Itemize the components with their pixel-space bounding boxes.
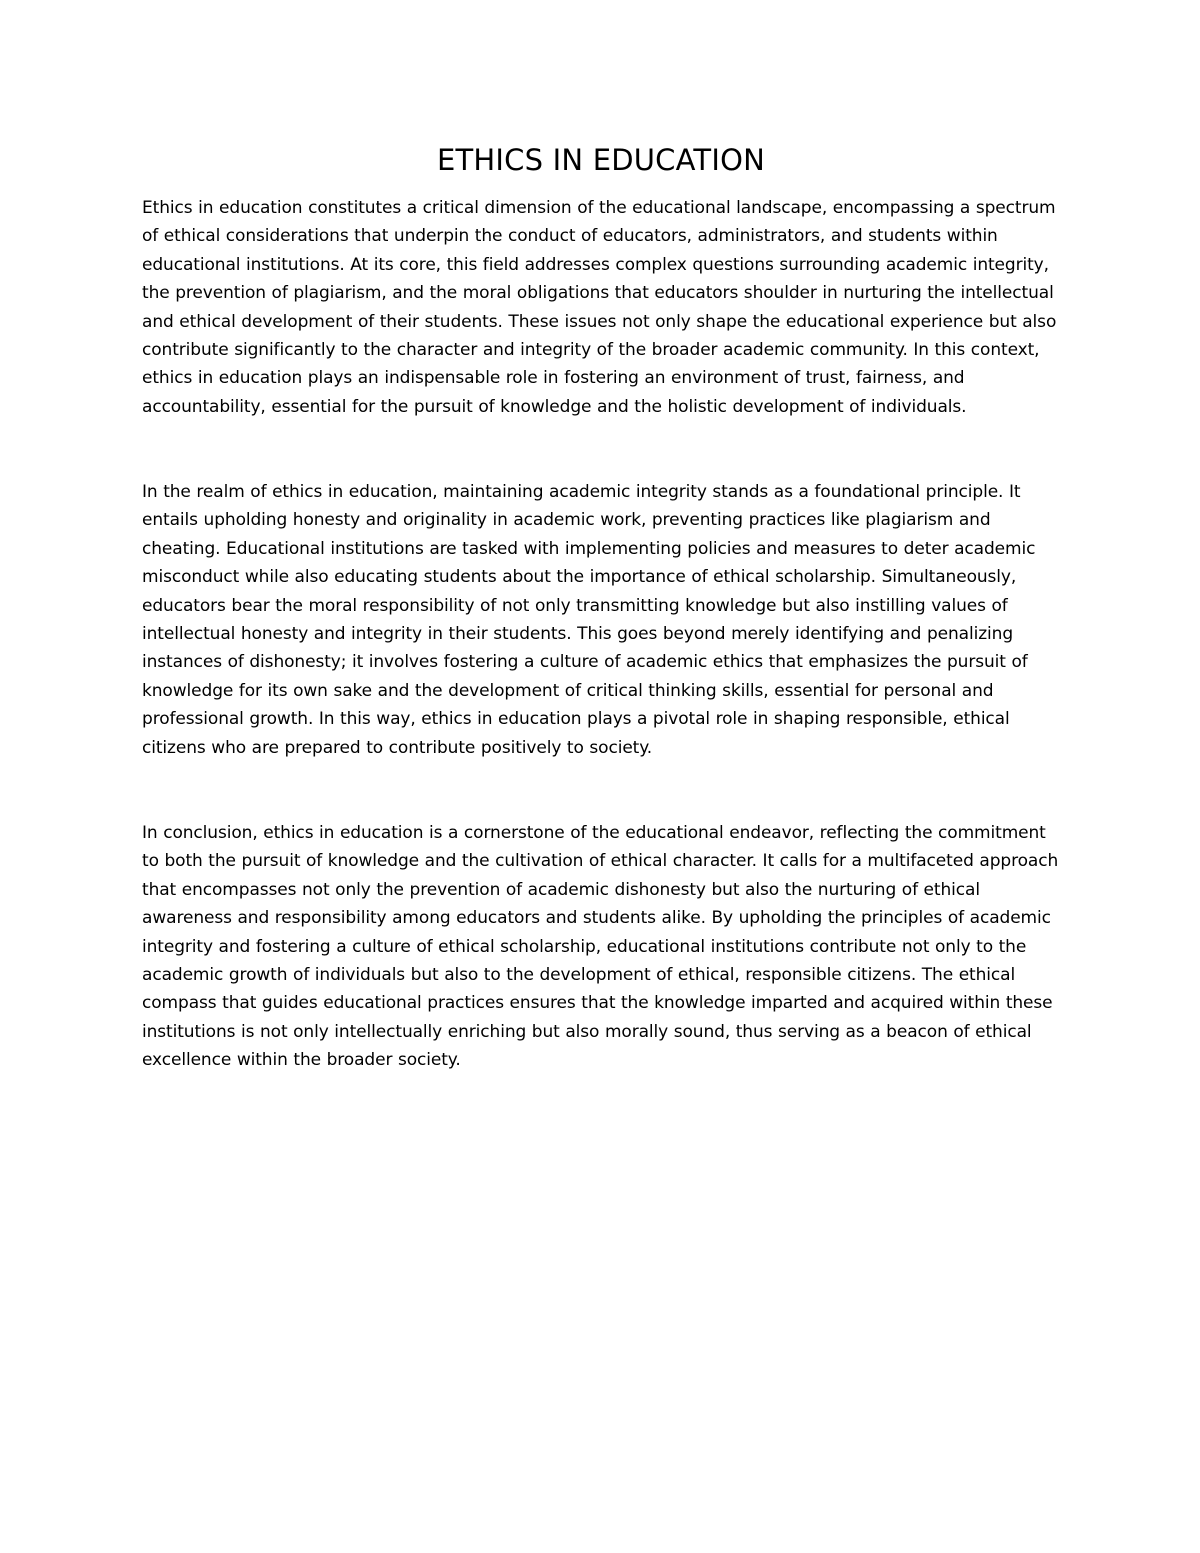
paragraph-conclusion: In conclusion, ethics in education is a cornerstone of the educational endeavor, reflecting the commitment to both the pursuit of knowledge and the cultivation of ethical character. It calls for a multifaceted approach that encompasses not only the prevention of academic dishonesty but also the nurturing of ethical awareness and responsibility among educators and students alike. By upholding the principles of academic integrity and fostering a culture of ethical scholarship, educational institutions contribute not only to the academic growth of individuals but also to the development of ethical, responsible citizens. The ethical compass that guides educational practices ensures that the knowledge imparted and acquired within these institutions is not only intellectually enriching but also morally sound, thus serving as a beacon of ethical excellence within the broader society. — [142, 822, 1059, 1071]
paragraph-academic-integrity: In the realm of ethics in education, maintaining academic integrity stands as a foundational principle. It entails upholding honesty and originality in academic work, preventing practices like plagiarism and cheating. Educational institutions are tasked with implementing policies and measures to deter academic misconduct while also educating students about the importance of ethical scholarship. Simultaneously, educators bear the moral responsibility of not only transmitting knowledge but also instilling values of intellectual honesty and integrity in their students. This goes beyond merely identifying and penalizing instances of dishonesty; it involves fostering a culture of academic ethics that emphasizes the pursuit of knowledge for its own sake and the development of critical thinking skills, essential for personal and professional growth. In this way, ethics in education plays a pivotal role in shaping responsible, ethical citizens who are prepared to contribute positively to society. — [142, 482, 1036, 758]
document-title: ETHICS IN EDUCATION — [436, 143, 766, 177]
paragraph-introduction: Ethics in education constitutes a critical dimension of the educational landscape, encompassing a spectrum of ethical considerations that underpin the conduct of educators, administrators, and students within educational institutions. At its core, this field addresses complex questions surrounding academic integrity, the prevention of plagiarism, and the moral obligations that educators shoulder in nurturing the intellectual and ethical development of their students. These issues not only shape the educational experience but also contribute significantly to the character and integrity of the broader academic community. In this context, ethics in education plays an indispensable role in fostering an environment of trust, fairness, and accountability, essential for the pursuit of knowledge and the holistic development of individuals. — [142, 198, 1057, 417]
document-body — [142, 140, 1060, 1075]
